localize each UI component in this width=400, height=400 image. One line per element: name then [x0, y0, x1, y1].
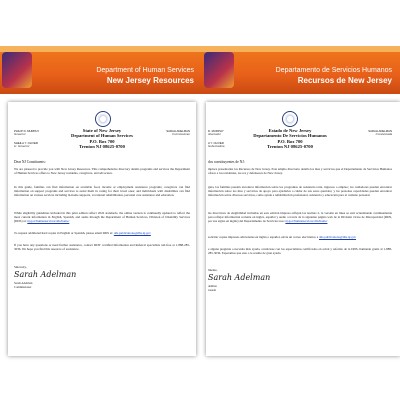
po-box: P.O. Box 700 [277, 138, 303, 144]
banner-title-es-line2: Recursos de New Jersey [297, 76, 392, 85]
state-seal-icon [95, 111, 111, 127]
paragraph-eligibility [14, 212, 190, 223]
signature: Sarah Adelman [14, 270, 77, 279]
governor-name: PHILIP D. MURPHY [14, 129, 40, 133]
request-text: solicitar copias impresas adicionales en inglés o español, envíe un correo electrónico a [208, 235, 319, 239]
letter-header-en [38, 128, 166, 150]
banner-title-en [40, 66, 194, 86]
commissioner-block [358, 130, 392, 136]
banner-title-en-line2: New Jersey Resources [106, 76, 194, 85]
letter-spanish [206, 102, 400, 356]
lt-governor-role: Lt. Governor [14, 144, 30, 149]
eligibility-text: While eligibility guidelines included in this print edition reflect 2022 standards, the online version is continually updated to reflect the most current information in English, Spanish, and audio through the Department of Human Services, Division of Disability Services (DDS) at: [14, 211, 190, 223]
governor-role: Governor [14, 132, 26, 137]
lt-governor-name: A Y. OLIVER [208, 141, 224, 145]
salutation: dos constituyentes de NJ: [208, 160, 245, 164]
closing: lmente, [208, 268, 218, 272]
signer-role: Commissioner [14, 284, 32, 289]
commissioner-block [158, 130, 190, 136]
signer-block [208, 285, 217, 292]
banner-title-es [240, 66, 392, 86]
dds-email-link[interactable]: dds.publications@dhs.nj.gov [113, 231, 151, 235]
state-seal-icon [282, 111, 298, 127]
department-name: Department of Human Services [71, 133, 133, 139]
paragraph-questions: e alguna pregunta o necesita más ayuda, contáctese con los especialistas certificados en ación y referido de la DDS, llamando gratis al 1-888-285-3036. Esperamos que este o le resulte de gran ayuda. [208, 247, 392, 255]
paragraph-guide: In this guide, families can find information on available food, income or employment assistance programs; caregivers can find information on support programs and services to assist them in caring for their loved ones; and individuals with disabilities can find information on various services including in-home supports, vocational rehabilitation, personal care assistance and education. [14, 185, 190, 197]
governor-name: D. MURPHY [208, 129, 224, 133]
signature: Sarah Adelman [208, 273, 271, 282]
lt-governor-name: SHEILA Y. OLIVER [14, 141, 38, 145]
department-name: Departamento De Servicios Humanos [253, 133, 327, 139]
governor-block [14, 130, 39, 136]
dds-website-link[interactable]: nj.gov/humanservices/dds/home/ [27, 218, 70, 223]
paragraph-questions: If you have any questions or need further assistance, contact DDS' certified Information and Referral specialists toll-free at 1-888-285-3036. We hope you find this resource of assistance. [14, 243, 190, 251]
paragraph-request [14, 232, 190, 236]
commissioner-name: SARAH ADELMAN [166, 129, 190, 133]
city-address: Trenton NJ 08625-0700 [267, 144, 313, 150]
request-text: To request additional hard copies in English or Spanish, please email DDS at: [14, 231, 114, 235]
signer-name: Sarah Adelman [14, 281, 33, 285]
dds-email-link[interactable]: dds.publications@dhs.nj.gov [319, 235, 357, 239]
paragraph-intro: We are pleased to provide you with New Jersey Resources. This comprehensive directory details programs and services the Department of Human Services offers to New Jersey residents, caregivers, and advocates. [14, 167, 190, 175]
state-name: Estado de New Jersey [268, 128, 312, 133]
paragraph-guide: guía, las familias pueden encontrar información sobre los programas de asistencia taria, ingresos o empleo; los cuidadores pueden encontrar información sobre los mas y servicios de apoyo para ayudarles a cuidar de sus seres queridos; y las personas capacidades pueden encontrar información sobre diversos servicios, como ayuda a rehabilitación profesional, asistencia y educación para el cuidado personal. [208, 185, 392, 197]
signer-name: delman [208, 284, 217, 288]
commissioner-name: SARAH ADELMAN [368, 129, 392, 133]
dds-website-link[interactable]: nj.gov/humanservices/dds/home/ [285, 218, 328, 223]
salutation: Dear NJ Constituents: [14, 160, 46, 164]
commissioner-role: Commissioner [172, 132, 190, 137]
paragraph-request [208, 236, 392, 240]
city-address: Trenton NJ 08625-0700 [79, 144, 125, 150]
governor-block [208, 130, 224, 136]
banner-title-es-line1: Departamento de Servicios Humanos [275, 67, 392, 74]
paragraph-eligibility [208, 212, 392, 223]
governor-role: obernador [208, 132, 221, 137]
commissioner-role: Comisionada [375, 132, 392, 137]
eligibility-text: las directrices de elegibilidad incluidas en esta edición impresa reflejan las normas 2, la versión en línea se está actualizando continuamente para reflejar información reciente en inglés, español y audio a través de la siguiente página web de la División vicios de Discapacidad (DDS, por sus siglas en inglés) del Departamento de Servicios nos: [208, 211, 392, 223]
lt-governor-role: Gobernadora [208, 144, 225, 149]
letter-english [8, 102, 196, 356]
dhs-logo-left [2, 52, 32, 88]
closing: Sincerely, [14, 265, 27, 269]
paragraph-intro: mplace presentarles los Recursos de New Jersey. Este amplio directorio detalla los mas y servicios que el Departamento de Servicios Humanos ofrece a los residentes, los res y defensores de New Jersey. [208, 167, 392, 175]
lt-governor-block [14, 142, 38, 148]
banner-title-en-line1: Department of Human Services [96, 67, 194, 74]
state-name: State of New Jersey [82, 128, 122, 133]
banner-stripe [0, 46, 400, 52]
letter-header-es [222, 128, 358, 150]
lt-governor-block [208, 142, 224, 148]
po-box: P.O. Box 700 [89, 138, 115, 144]
dhs-logo-right [204, 52, 234, 88]
signer-block [14, 282, 32, 289]
signer-role: ionada [208, 287, 216, 292]
